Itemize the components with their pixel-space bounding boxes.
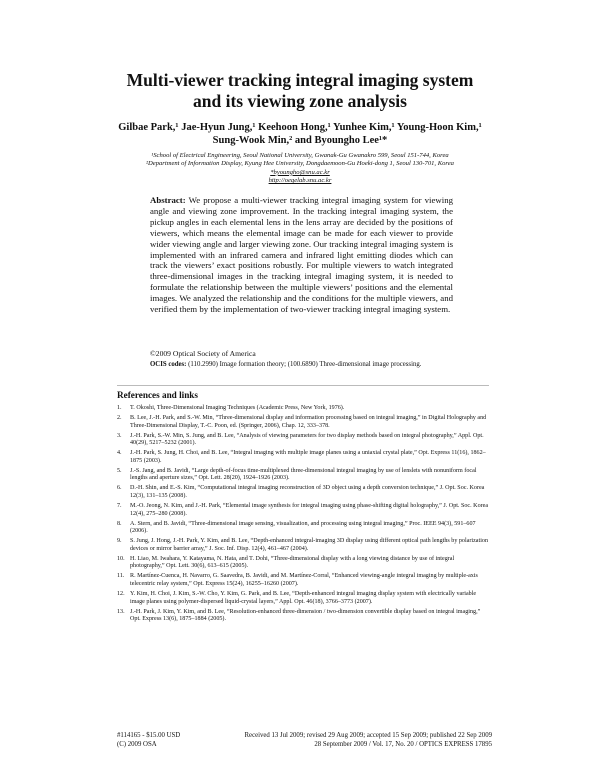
reference-text: T. Okoshi, Three-Dimensional Imaging Techniques (Academic Press, New York, 1976).: [130, 405, 345, 411]
author-list: [0, 121, 600, 147]
reference-number: 13.: [117, 608, 125, 615]
reference-text: J.-H. Park, S. Jung, H. Choi, and B. Lee, “Integral imaging with multiple image planes using a uniaxial crystal plate,” Opt. Express 11(16), 1862–1875 (2003).: [130, 450, 486, 464]
abstract: [150, 195, 453, 315]
section-divider: [117, 385, 489, 386]
reference-item: [117, 521, 489, 536]
affiliation-1: ¹School of Electrical Engineering, Seoul National University, Gwanak-Gu Gwanakro 599, Seoul 151-744, Korea: [151, 152, 449, 159]
reference-number: 2.: [117, 415, 122, 422]
reference-text: J.-S. Jang, and B. Javidi, “Large depth-of-focus time-multiplexed three-dimensional integral imaging by use of lenslets with nonuniform focal lengths and aperture sizes,” Opt. Lett. 28(20), 1924–1926 (2003).: [130, 467, 477, 482]
reference-item: [117, 556, 489, 571]
reference-item: [117, 591, 489, 606]
authors-line-2: Sung-Wook Min,² and Byoungho Lee¹*: [212, 135, 388, 146]
ocis-text: (110.2990) Image formation theory; (100.6890) Three-dimensional image processing.: [186, 361, 422, 368]
reference-text: Y. Kim, H. Choi, J. Kim, S.-W. Cho, Y. Kim, G. Park, and B. Lee, “Depth-enhanced integral imaging display system with electrically variable image planes using polymer-dispersed liquid-crystal layers,” Appl. Opt. 46(18), 3766–3773 (2007).: [130, 591, 477, 605]
reference-number: 5.: [117, 467, 122, 474]
page-footer: [117, 731, 492, 750]
reference-item: [117, 468, 489, 483]
reference-item: [117, 450, 489, 465]
ocis-label: OCIS codes:: [150, 361, 187, 368]
reference-item: [117, 415, 489, 430]
reference-text: J.-H. Park, S.-W. Min, S. Jung, and B. Lee, “Analysis of viewing parameters for two display methods based on integral photography,” Appl. Opt. 40(29), 5217–5232 (2001).: [130, 432, 484, 447]
ocis-codes: [150, 361, 453, 370]
reference-text: R. Martínez-Cuenca, H. Navarro, G. Saavedra, B. Javidi, and M. Martínez-Corral, “Enhanced viewing-angle integral imaging by multiple-axis telecentric relay system,” Opt. Express 15(24), 16255–16260 (2007).: [130, 573, 478, 587]
reference-text: B. Lee, J.-H. Park, and S.-W. Min, “Three-dimensional display and information processing based on integral imaging,” in Digital Holography and Three-Dimensional Display, T.-C. Poon, ed. (Springer, 2006), Chap. 12, 333–378.: [130, 415, 487, 429]
reference-text: H. Liao, M. Iwahara, Y. Katayama, N. Hata, and T. Dohi, “Three-dimensional display with a long viewing distance by use of integral photography,” Opt. Lett. 30(6), 613–615 (2005).: [130, 555, 455, 570]
abstract-text: We propose a multi-viewer tracking integral imaging system for viewing angle and viewing zone improvement. In the tracking integral imaging system, the pickup angles in each elemental lens in the lens array are decided by the positions of viewers, which means the elemental image can be made for each viewer to provide wider viewing angle and larger viewing zone. Our tracking integral imaging system is implemented with an infrared camera and infrared light emitting diodes which can track the viewers’ exact positions robustly. For multiple viewers to watch integrated three-dimensional images in the tracking integral imaging system, it is needed to formulate the relationship between the multiple viewers’ positions and the elemental images. We analyzed the relationship and the conditions for the multiple viewers, and verified them by the implementation of two-viewer tracking integral imaging system.: [150, 195, 453, 315]
reference-text: D.-H. Shin, and E.-S. Kim, “Computational integral imaging reconstruction of 3D object using a depth conversion technique,” J. Opt. Soc. Korea 12(3), 131–135 (2008).: [130, 485, 485, 499]
reference-text: M.-O. Jeong, N. Kim, and J.-H. Park, “Elemental image synthesis for integral imaging using phase-shifting digital holography,” J. Opt. Soc. Korea 12(4), 275–280 (2008).: [130, 503, 489, 517]
reference-text: S. Jung, J. Hong, J.-H. Park, Y. Kim, and B. Lee, “Depth-enhanced integral-imaging 3D display using different optical path lengths by polarization devices or mirror barrier array,” J. Soc. Inf. Disp. 12(4), 461–467 (2004).: [130, 538, 488, 552]
footer-citation: 28 September 2009 / Vol. 17, No. 20 / OPTICS EXPRESS 17895: [314, 741, 492, 749]
reference-item: [117, 609, 489, 624]
reference-number: 7.: [117, 503, 122, 510]
title-line-1: Multi-viewer tracking integral imaging system: [126, 70, 474, 90]
affiliations: [0, 152, 600, 186]
references-heading: References and links: [117, 390, 198, 400]
reference-list: [117, 405, 489, 626]
authors-line-1: Gilbae Park,¹ Jae-Hyun Jung,¹ Keehoon Hong,¹ Yunhee Kim,¹ Young-Hoon Kim,¹: [118, 122, 482, 133]
email-link[interactable]: *byoungho@snu.ac.kr: [270, 168, 330, 176]
reference-number: 3.: [117, 432, 122, 439]
reference-number: 6.: [117, 485, 122, 492]
reference-text: A. Stern, and B. Javidi, “Three-dimensional image sensing, visualization, and processing using integral imaging,” Proc. IEEE 94(3), 591–607 (2006).: [130, 520, 476, 535]
reference-item: [117, 433, 489, 448]
reference-item: [117, 405, 489, 413]
reference-number: 8.: [117, 520, 122, 527]
reference-item: [117, 538, 489, 553]
reference-item: [117, 573, 489, 588]
reference-text: J.-H. Park, J. Kim, Y. Kim, and B. Lee, “Resolution-enhanced three-dimension / two-dimension convertible display based on integral imaging,” Opt. Express 13(6), 1875–1884 (2005).: [130, 608, 481, 623]
affiliation-2: ²Department of Information Display, Kyung Hee University, Dongdaemoon-Gu Hoeki-dong 1, Seoul 130-701, Korea: [146, 160, 454, 168]
title-line-2: and its viewing zone analysis: [193, 91, 407, 111]
abstract-label: Abstract:: [150, 195, 186, 205]
reference-number: 9.: [117, 538, 122, 545]
copyright-notice: ©2009 Optical Society of America: [150, 349, 256, 358]
footer-copyright: (C) 2009 OSA: [117, 741, 157, 749]
footer-dates: Received 13 Jul 2009; revised 29 Aug 2009; accepted 15 Sep 2009; published 22 Sep 2009: [244, 732, 492, 739]
reference-number: 10.: [117, 555, 125, 562]
reference-item: [117, 503, 489, 518]
paper-title: [0, 70, 600, 112]
lab-url-link[interactable]: http://oeqelab.snu.ac.kr: [268, 177, 332, 185]
reference-number: 1.: [117, 405, 122, 411]
reference-number: 4.: [117, 450, 122, 457]
reference-item: [117, 485, 489, 500]
reference-number: 12.: [117, 591, 125, 598]
footer-manuscript-id: #114165 - $15.00 USD: [117, 732, 181, 739]
reference-number: 11.: [117, 573, 125, 580]
